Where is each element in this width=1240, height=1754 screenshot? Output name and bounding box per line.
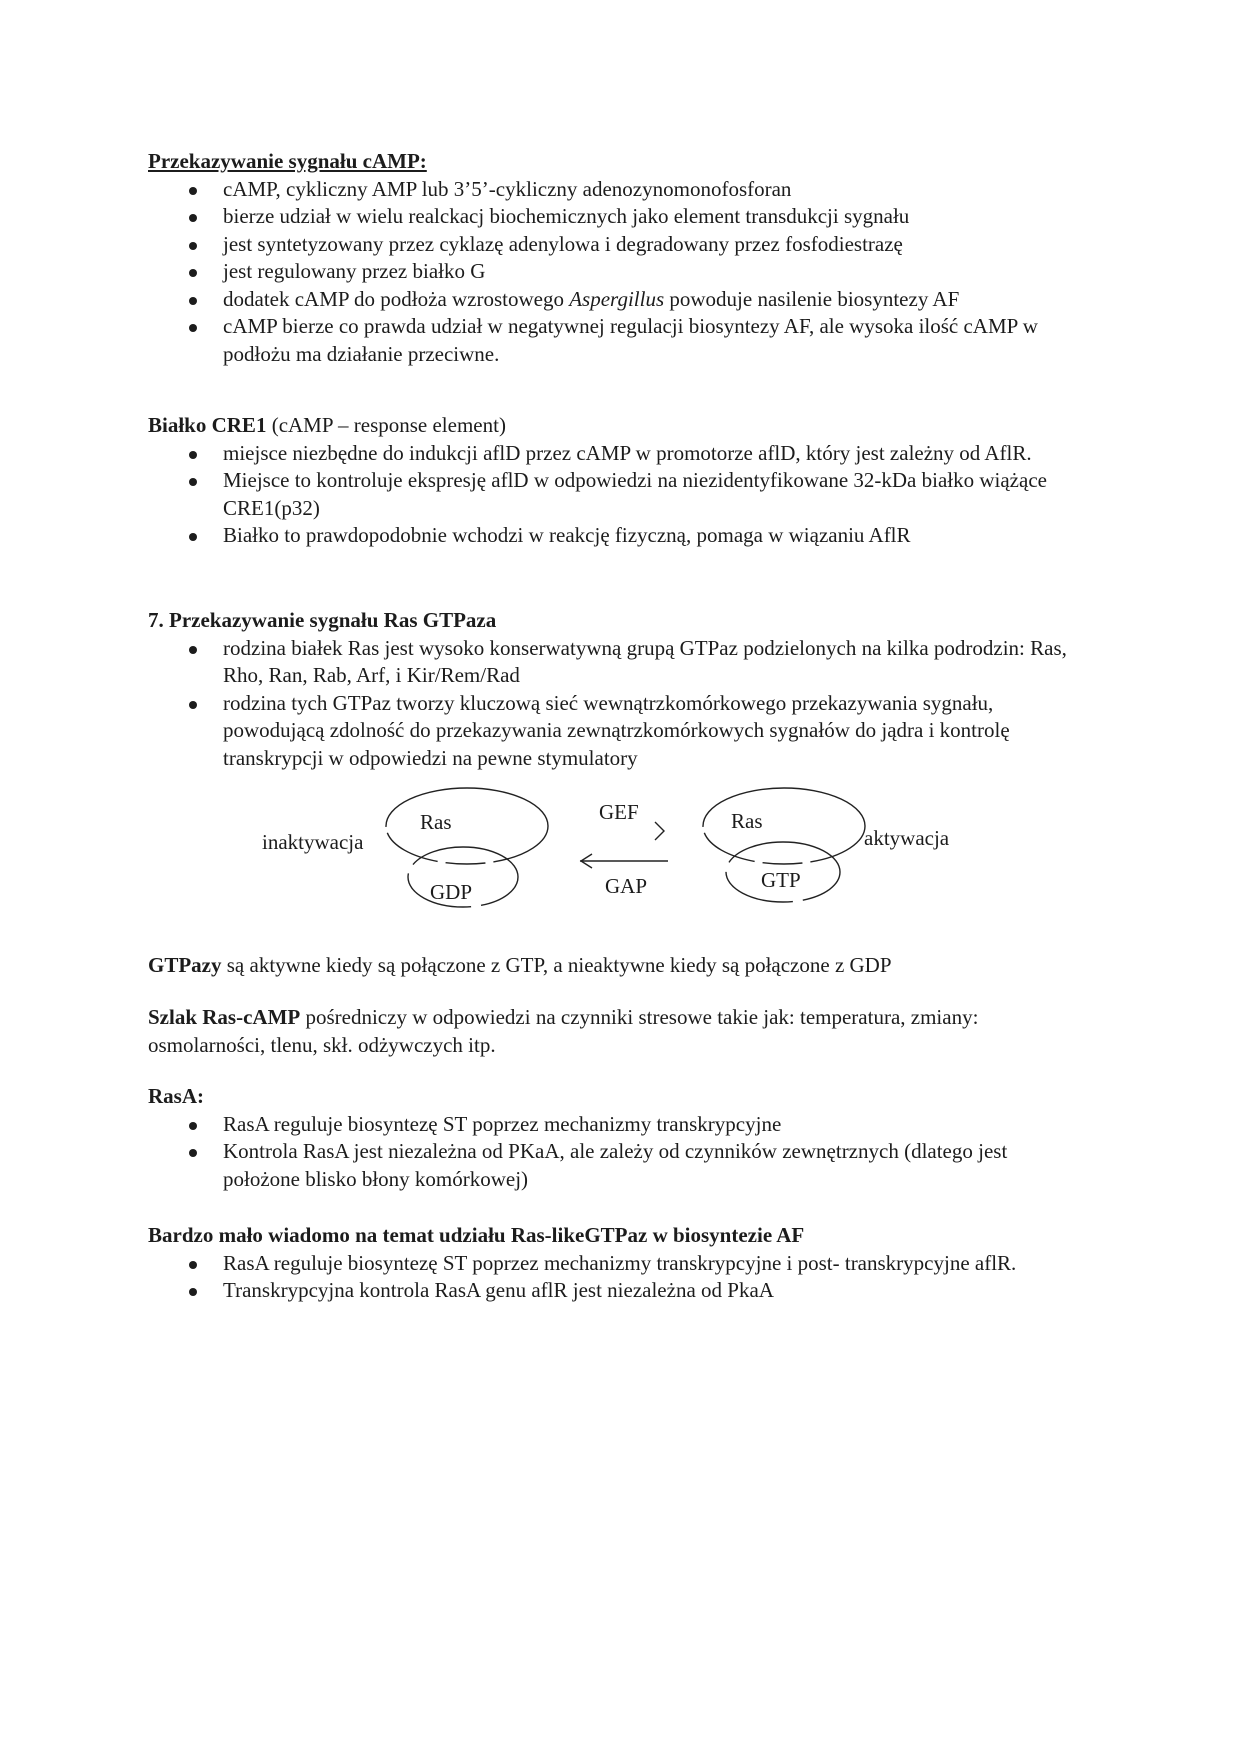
inactivation-label: inaktywacja	[262, 830, 364, 854]
list-item: rodzina tych GTPaz tworzy kluczową sieć wewnątrzkomórkowego przekazywania sygnału, powodującą zdolność do przekazywania zewnątrzkomórkowych sygnałów do jądra i kontrolę transkrypcji w odpowiedzi na pewne stymulatory	[148, 690, 1088, 773]
gdp-label: GDP	[430, 880, 473, 904]
ras-label-left: Ras	[420, 810, 452, 834]
section-heading: Przekazywanie sygnału cAMP:	[148, 149, 427, 173]
ras-label-right: Ras	[731, 809, 763, 833]
ras-gtp-ellipse-top	[703, 788, 865, 864]
bullet-list	[148, 635, 1088, 773]
gap-label: GAP	[605, 874, 648, 898]
heading-bold: Białko CRE1	[148, 413, 267, 437]
bullet-list	[148, 440, 1088, 550]
list-item: RasA reguluje biosyntezę ST poprzez mechanizmy transkrypcyjne	[148, 1111, 1088, 1139]
list-item: Miejsce to kontroluje ekspresję aflD w odpowiedzi na niezidentyfikowane 32-kDa białko wiążące CRE1(p32)	[148, 467, 1088, 522]
item-text: powoduje nasilenie biosyntezy AF	[664, 286, 960, 311]
section-camp	[148, 148, 1088, 368]
heading-normal: (cAMP – response element)	[266, 413, 506, 437]
section-ras-like	[148, 1222, 1088, 1305]
section-cre1	[148, 412, 1088, 550]
list-item	[148, 286, 1088, 314]
list-item: jest syntetyzowany przez cyklazę adenylowa i degradowany przez fosfodiestrazę	[148, 231, 1088, 259]
item-text: dodatek cAMP do podłoża wzrostowego	[223, 286, 570, 311]
paragraph-text	[148, 952, 1088, 980]
section-ras-gtpaza	[148, 607, 1088, 772]
list-item: cAMP bierze co prawda udział w negatywnej regulacji biosyntezy AF, ale wysoka ilość cAMP w podłożu ma działanie przeciwne.	[148, 313, 1088, 368]
paragraph-body: są aktywne kiedy są połączone z GTP, a nieaktywne kiedy są połączone z GDP	[221, 953, 892, 977]
section-heading: RasA:	[148, 1084, 204, 1108]
arrow-right-head	[655, 822, 664, 840]
paragraph-body: pośredniczy w odpowiedzi na czynniki stresowe takie jak: temperatura, zmiany: osmolarności, tlenu, skł. odżywczych itp.	[148, 1005, 979, 1057]
list-item: jest regulowany przez białko G	[148, 258, 1088, 286]
section-heading: 7. Przekazywanie sygnału Ras GTPaza	[148, 608, 497, 632]
bullet-list	[148, 176, 1088, 369]
paragraph-szlak	[148, 1004, 1088, 1059]
bold-term: GTPazy	[148, 953, 222, 977]
bold-term: Szlak Ras-cAMP	[148, 1005, 301, 1029]
section-heading: Bardzo mało wiadomo na temat udziału Ras-likeGTPaz w biosyntezie AF	[148, 1223, 805, 1247]
paragraph-text	[148, 1004, 1088, 1059]
list-item: Kontrola RasA jest niezależna od PKaA, ale zależy od czynników zewnętrznych (dlatego jest położone blisko błony komórkowej)	[148, 1138, 1088, 1193]
list-item: Białko to prawdopodobnie wchodzi w reakcję fizyczną, pomaga w wiązaniu AflR	[148, 522, 1088, 550]
gtp-label: GTP	[761, 868, 801, 892]
list-item: RasA reguluje biosyntezę ST poprzez mechanizmy transkrypcyjne i post- transkrypcyjne aflR.	[148, 1250, 1088, 1278]
section-heading	[148, 412, 1088, 440]
list-item: rodzina białek Ras jest wysoko konserwatywną grupą GTPaz podzielonych na kilka podrodzin: Ras, Rho, Ran, Rab, Arf, i Kir/Rem/Rad	[148, 635, 1088, 690]
bullet-list	[148, 1250, 1088, 1305]
ras-cycle-diagram	[250, 784, 980, 914]
gef-label: GEF	[599, 800, 639, 824]
list-item: bierze udział w wielu realckacj biochemicznych jako element transdukcji sygnału	[148, 203, 1088, 231]
item-italic-term: Aspergillus	[569, 286, 665, 311]
list-item: Transkrypcyjna kontrola RasA genu aflR jest niezależna od PkaA	[148, 1277, 1088, 1305]
bullet-list	[148, 1111, 1088, 1194]
list-item: miejsce niezbędne do indukcji aflD przez cAMP w promotorze aflD, który jest zależny od AflR.	[148, 440, 1088, 468]
ras-gdp-ellipse-top	[386, 788, 548, 864]
activation-label: aktywacja	[864, 826, 950, 850]
section-rasa	[148, 1083, 1088, 1193]
list-item: cAMP, cykliczny AMP lub 3’5’-cykliczny adenozynomonofosforan	[148, 176, 1088, 204]
paragraph-gtpazy	[148, 952, 1088, 980]
